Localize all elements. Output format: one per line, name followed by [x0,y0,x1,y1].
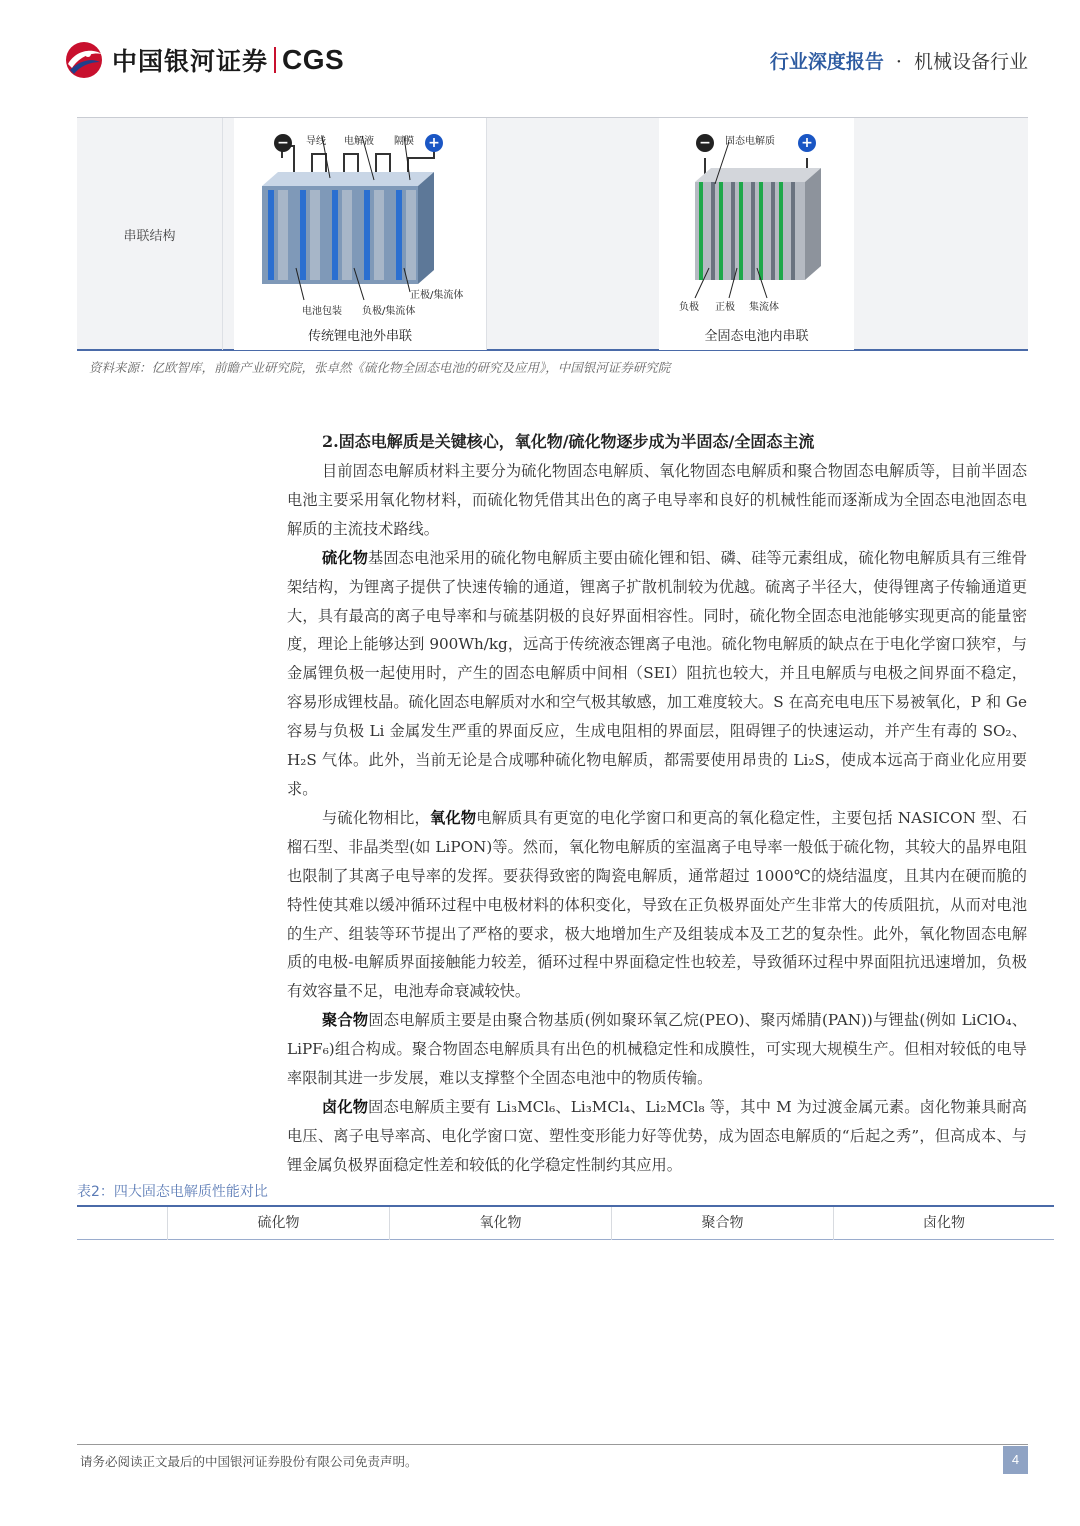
positive-terminal-icon: + [798,134,816,152]
logo-chinese-name: 中国银河证券 [112,47,269,76]
halide-text: 固态电解质主要有 Li₃MCl₆、Li₃MCl₄、Li₂MCl₈ 等，其中 M 为过渡金属元素。卤化物兼具耐高电压、离子电导率高、电化学窗口宽、塑性变形能力好等优势，成为固态电解质的“后起之秀”，但高成本、与锂金属负极界面稳定性差和较低的化学稳定性制约其应用。 [287,1097,1027,1174]
footer-rule [77,1444,1028,1445]
label-electrolyte: 电解液 [344,136,374,147]
traditional-caption: 传统锂电池外串联 [307,329,412,344]
section-body [287,428,1027,1180]
header-cell-blank [77,1207,167,1240]
keyword-oxide: 氧化物 [430,808,477,827]
header-cell-oxide: 氧化物 [389,1207,611,1240]
label-collector: 集流体 [749,302,779,313]
paragraph-sulfide [287,544,1027,804]
industry-name: 机械设备行业 [913,51,1028,73]
paragraph-polymer [287,1006,1027,1093]
sulfide-text: 基固态电池采用的硫化物电解质主要由硫化锂和铝、磷、硅等元素组成，硫化物电解质具有三维骨架结构，为锂离子提供了快速传输的通道，锂离子扩散机制较为优越。硫离子半径大，使得锂离子传输通道更大，具有最高的离子电导率和与硫基阴极的良好界面相容性。同时，硫化物全固态电池能够实现更高的能量密度，理论上能够达到 900Wh/kg，远高于传统液态锂离子电池。硫化物电解质的缺点在于电化学窗口狭窄，与金属锂负极一起使用时，产生的固态电解质中间相（SEI）阻抗也较大，并且电解质与电极之间界面不稳定，容易形成锂枝晶。硫化固态电解质对水和空气极其敏感，加工难度较大。S 在高充电电压下易被氧化，P 和 Ge 容易与负极 Li 金属发生严重的界面反应，生成电阻相的界面层，阻碍锂子的快速运动，并产生有毒的 SO₂、H₂S 气体。此外，当前无论是合成哪种硫化物电解质，都需要使用昂贵的 Li₂S，使成本远高于商业化应用要求。 [287,548,1028,798]
oxide-lead-in: 与硫化物相比， [322,808,430,827]
positive-terminal-icon: + [425,134,443,152]
structure-figure-table [77,117,1028,351]
label-separator: 隔膜 [394,136,414,147]
row-label: 串联结构 [123,228,176,244]
label-cathode-collector: 正极/集流体 [410,290,464,301]
oxide-text: 电解质具有更宽的电化学窗口和更高的氧化稳定性，主要包括 NASICON 型、石榴石型、非晶类型(如 LiPON)等。然而，氧化物电解质的室温离子电导率一般低于硫化物，其较大的晶界电阻也限制了其离子电导率的发挥。要获得致密的陶瓷电解质，通常超过 1000℃的烧结温度，且其内在硬而脆的特性使其难以缓冲循环过程中电极材料的体积变化，导致在正负极界面处产生非常大的传质阻抗，从而对电池的生产、组装等环节提出了严格的要求，极大地增加生产及组装成本及工艺的复杂性。此外，氧化物固态电解质的电极-电解质界面接触能力较差，循环过程中界面稳定性也较差，导致循环过程中界面阻抗迅速增加，负极有效容量不足，电池寿命衰减较快。 [287,808,1028,1001]
label-solid-electrolyte: 固态电解质 [725,136,775,147]
keyword-halide: 卤化物 [322,1097,369,1116]
keyword-sulfide: 硫化物 [322,548,368,567]
header-cell-halide: 卤化物 [833,1207,1054,1240]
label-cathode: 正极 [715,302,735,313]
column-divider [486,118,487,350]
figure-source-note: 资料来源：亿欧智库，前瞻产业研究院，张卓然《硫化物全固态电池的研究及应用》，中国银河证券研究院 [89,360,671,375]
report-type: 行业深度报告 [769,51,884,73]
paragraph-overview: 目前固态电解质材料主要分为硫化物固态电解质、氧化物固态电解质和聚合物固态电解质等，目前半固态电池主要采用氧化物材料，而硫化物凭借其出色的离子电导率和良好的机械性能而逐渐成为全固态电池固态电解质的主流技术路线。 [287,462,1027,538]
negative-terminal-icon: − [274,134,292,152]
column-divider [222,118,223,350]
page-number: 4 [1003,1446,1028,1474]
label-anode: 负极 [679,302,699,313]
negative-terminal-icon: − [696,134,714,152]
paragraph-oxide [287,804,1027,1006]
label-wire: 导线 [306,136,326,147]
polymer-text: 固态电解质主要是由聚合物基质(例如聚环氧乙烷(PEO)、聚丙烯腈(PAN))与锂盐(例如 LiClO₄、LiPF₆)组合构成。聚合物固态电解质具有出色的机械稳定性和成膜性，可实现大规模生产。但相对较低的电导率限制其进一步发展，难以支撑整个全固态电池中的物质传输。 [287,1011,1027,1088]
logo-english-name: CGS [282,44,345,75]
header-separator: · [895,51,902,73]
comparison-table-header [77,1205,1054,1240]
company-logo [62,40,344,80]
report-category [770,47,1028,74]
internal-series-illustration [659,118,854,318]
solid-state-battery-diagram [659,118,854,350]
footer-disclaimer: 请务必阅读正文最后的中国银河证券股份有限公司免责声明。 [80,1454,418,1469]
table-title: 表2：四大固态电解质性能对比 [77,1184,268,1200]
keyword-polymer: 聚合物 [322,1011,369,1030]
section-heading: 2.固态电解质是关键核心，氧化物/硫化物逐步成为半固态/全固态主流 [322,432,815,451]
logo-separator [274,47,276,73]
header-cell-polymer: 聚合物 [611,1207,833,1240]
label-anode-collector: 负极/集流体 [362,306,416,317]
traditional-battery-diagram [234,118,486,350]
solid-state-caption: 全固态电池内串联 [704,329,809,344]
galaxy-logo-icon [62,40,106,80]
paragraph-halide [287,1093,1027,1180]
header-cell-sulfide: 硫化物 [167,1207,389,1240]
label-battery-package: 电池包装 [302,306,342,317]
page-header [0,0,1080,100]
